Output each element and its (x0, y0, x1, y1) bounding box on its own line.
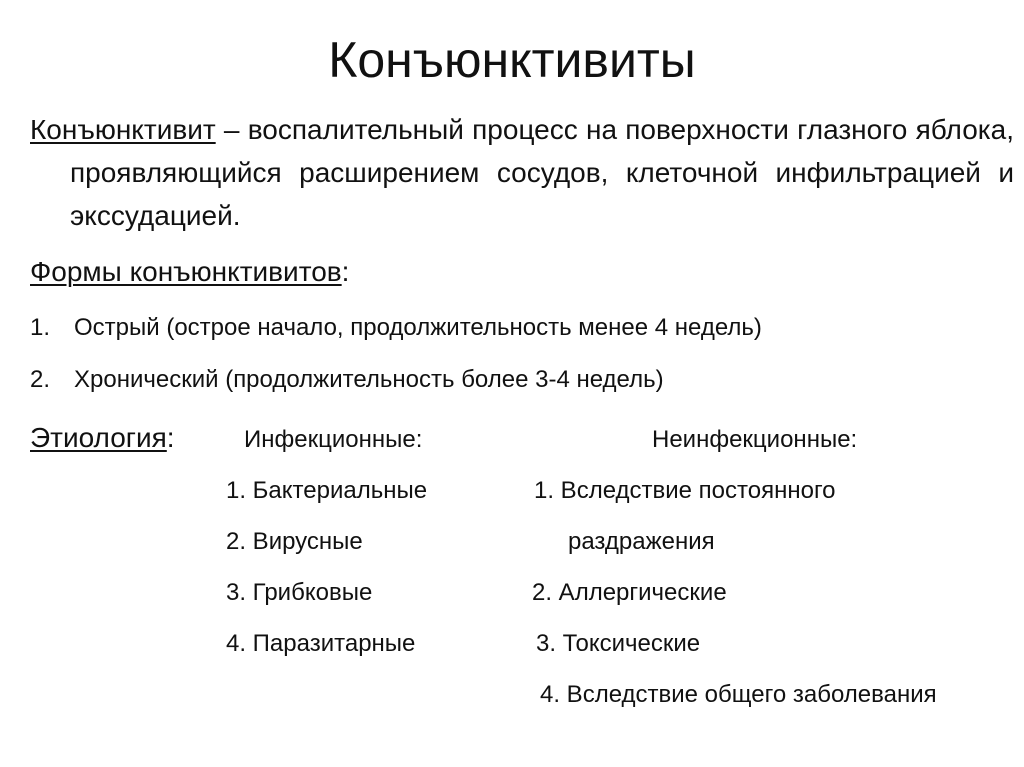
forms-heading (30, 252, 349, 292)
form-item-chronic (30, 364, 664, 396)
definition-text: – воспалительный процесс на поверхности глазного яблока, проявляющийся расширением сосудов, клеточной инфильтрацией и экссудацией. (70, 114, 1014, 231)
noninfectious-item-toxic: 3. Токсические (536, 630, 701, 657)
form-item-number: 1. (30, 314, 51, 341)
forms-heading-label: Формы конъюнктивитов (30, 256, 342, 287)
definition-paragraph (30, 108, 1014, 237)
infectious-item-bacterial: 1. Бактериальные (226, 477, 428, 504)
noninfectious-item-allergic: 2. Аллергические (532, 579, 727, 606)
noninfectious-heading: Неинфекционные: (652, 426, 858, 453)
form-item-text: Острый (острое начало, продолжительность менее 4 недель) (74, 314, 762, 341)
form-item-acute (30, 312, 762, 344)
infectious-heading: Инфекционные: (244, 426, 423, 453)
etiology-heading-label: Этиология (30, 422, 167, 453)
noninfectious-item-irritation-cont: раздражения (568, 528, 715, 555)
noninfectious-item-systemic: 4. Вследствие общего заболевания (540, 681, 937, 708)
infectious-item-parasitic: 4. Паразитарные (226, 630, 416, 657)
slide-title: Конъюнктивиты (328, 32, 696, 88)
form-item-number: 2. (30, 366, 51, 393)
etiology-heading (30, 418, 175, 458)
form-item-text: Хронический (продолжительность более 3-4 недель) (74, 366, 664, 393)
infectious-item-fungal: 3. Грибковые (226, 579, 373, 606)
etiology-heading-colon: : (166, 422, 175, 453)
noninfectious-item-irritation: 1. Вследствие постоянного (534, 477, 836, 504)
infectious-item-viral: 2. Вирусные (226, 528, 363, 555)
forms-heading-colon: : (341, 256, 350, 287)
definition-term: Конъюнктивит (30, 114, 216, 145)
